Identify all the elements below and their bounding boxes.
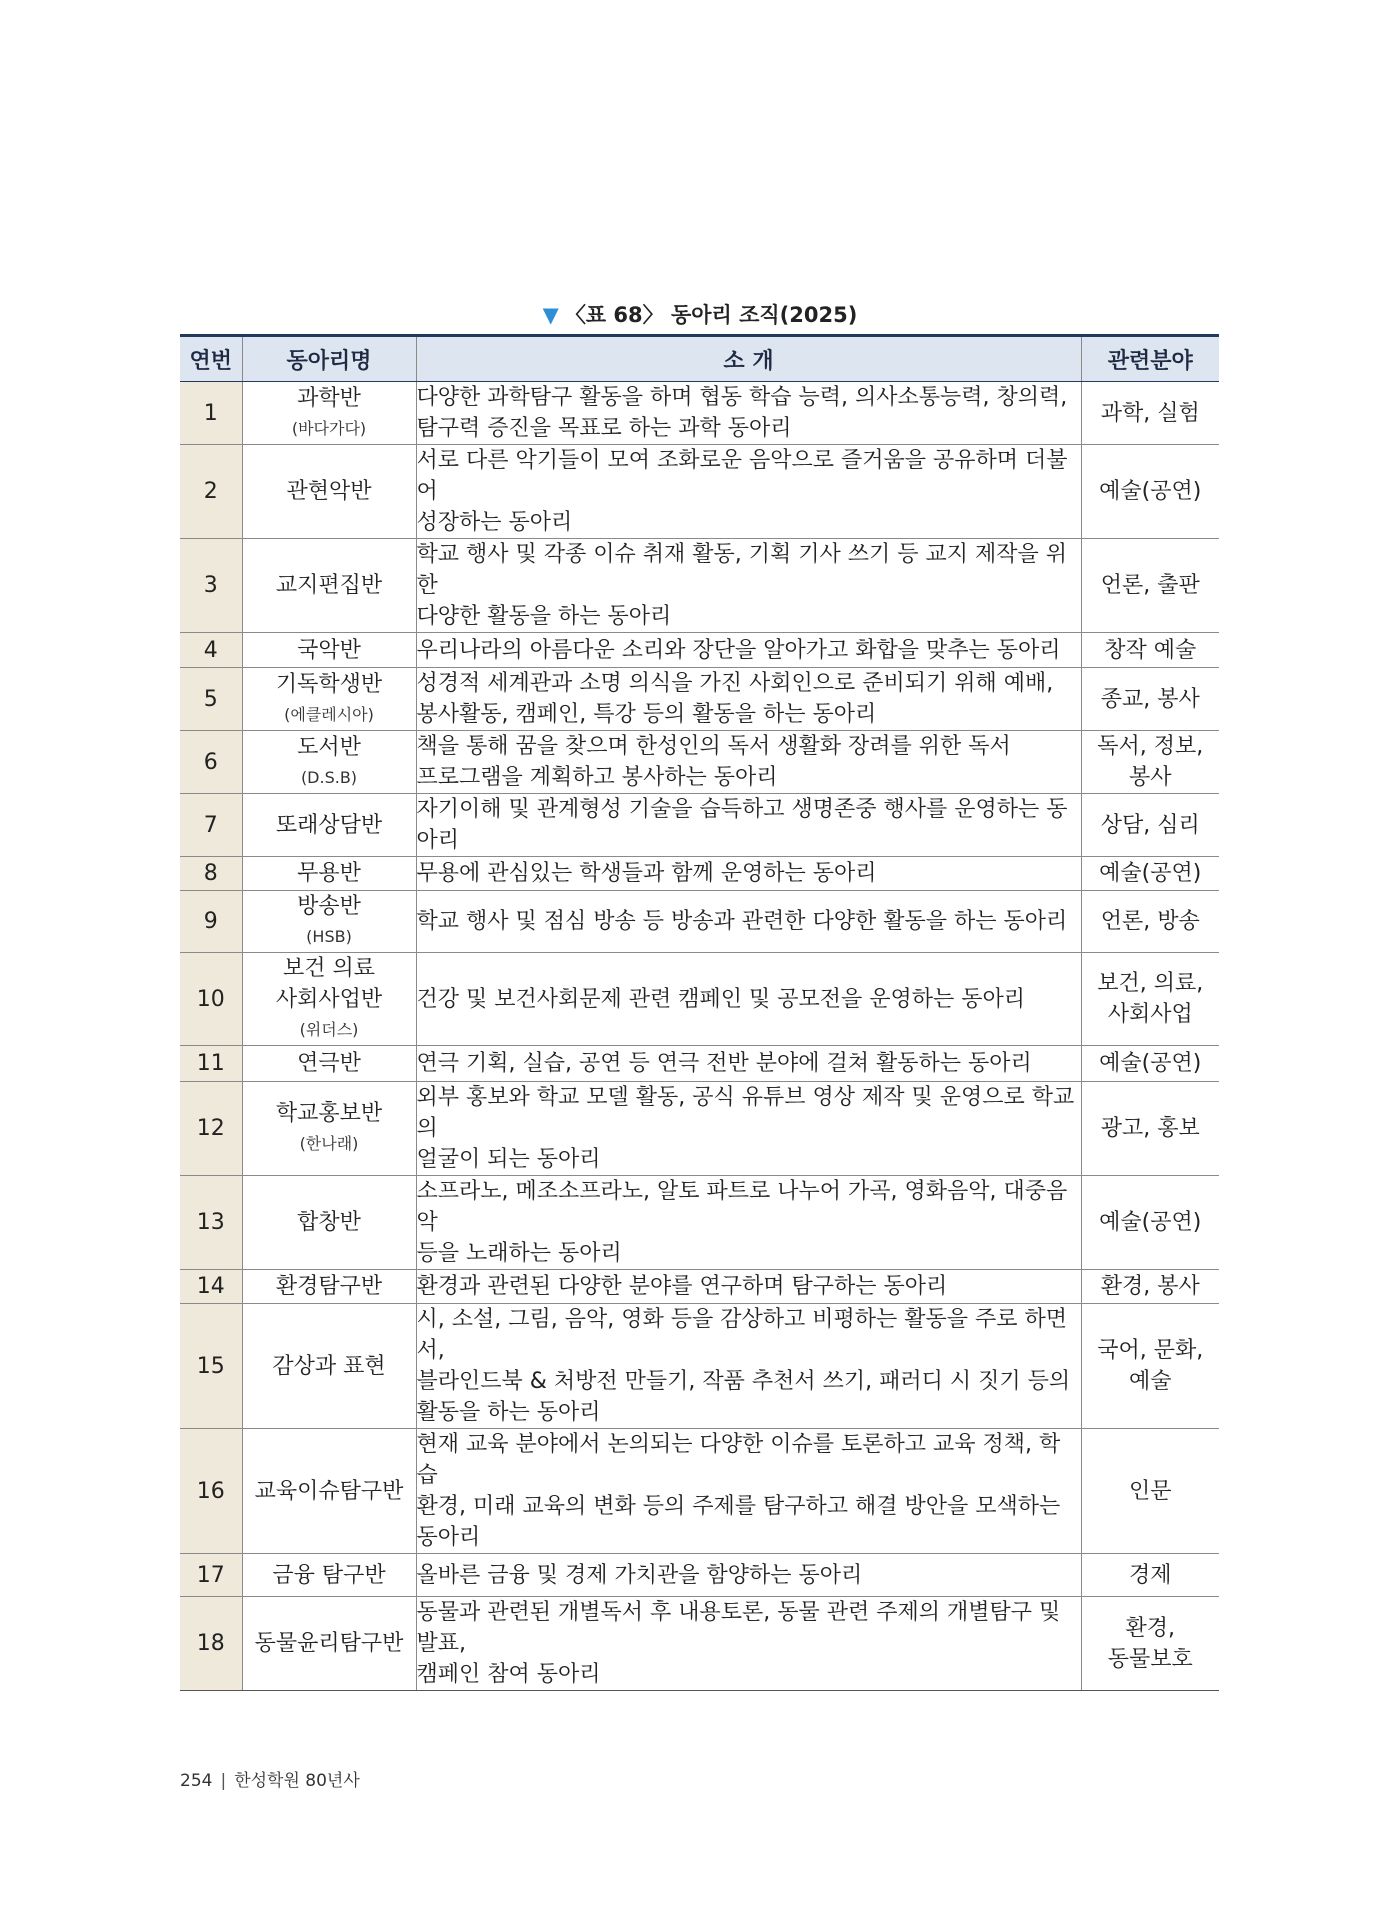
club-name-line: 동물윤리탐구반 — [254, 1631, 404, 1656]
club-name-line: 금융 탐구반 — [272, 1562, 386, 1588]
club-description — [416, 953, 1081, 1046]
club-name-line: 감상과 표현 — [272, 1353, 386, 1379]
column-header-no: 연번 — [180, 336, 242, 382]
club-name-line: 방송반 — [297, 894, 361, 919]
club-name-line: 보건 의료 — [282, 956, 375, 981]
row-number: 6 — [180, 731, 242, 794]
field-line: 예술(공연) — [1099, 861, 1202, 886]
club-name — [242, 1597, 416, 1691]
club-name-line: 국악반 — [297, 637, 361, 663]
table-row — [180, 668, 1219, 731]
row-number: 5 — [180, 668, 242, 731]
club-name — [242, 382, 416, 445]
related-field — [1081, 445, 1219, 539]
club-nickname: (HSB) — [306, 927, 352, 946]
related-field — [1081, 891, 1219, 953]
club-description — [416, 1304, 1081, 1429]
table-row — [180, 891, 1219, 953]
field-line: 인문 — [1128, 1478, 1172, 1504]
club-description — [416, 445, 1081, 539]
club-name — [242, 1082, 416, 1176]
field-line: 예술 — [1128, 1369, 1172, 1394]
club-description — [416, 1429, 1081, 1554]
description-line: 봉사활동, 캠페인, 특강 등의 활동을 하는 동아리 — [416, 702, 877, 727]
club-name-line: 연극반 — [297, 1051, 361, 1076]
related-field — [1081, 539, 1219, 633]
field-line: 언론, 방송 — [1100, 909, 1200, 934]
table-header-row — [180, 336, 1219, 382]
field-line: 상담, 심리 — [1100, 812, 1200, 838]
description-line: 등을 노래하는 동아리 — [416, 1241, 622, 1266]
club-description — [416, 633, 1081, 668]
table-row — [180, 1597, 1219, 1691]
column-header-desc: 소 개 — [416, 336, 1081, 382]
row-number: 10 — [180, 953, 242, 1046]
row-number: 17 — [180, 1554, 242, 1597]
club-description — [416, 794, 1081, 857]
row-number: 4 — [180, 633, 242, 668]
club-name-line: 관현악반 — [286, 479, 372, 504]
club-name-line: 또래상담반 — [275, 812, 383, 838]
triangle-down-icon: ▼ — [542, 303, 559, 327]
description-line: 무용에 관심있는 학생들과 함께 운영하는 동아리 — [416, 861, 877, 886]
row-number: 18 — [180, 1597, 242, 1691]
club-description — [416, 668, 1081, 731]
field-line: 환경, — [1125, 1615, 1175, 1641]
column-header-name: 동아리명 — [242, 336, 416, 382]
field-line: 과학, 실험 — [1100, 400, 1200, 426]
club-name — [242, 1046, 416, 1082]
club-description — [416, 857, 1081, 891]
club-name-line: 도서반 — [297, 734, 361, 760]
table-row — [180, 857, 1219, 891]
related-field — [1081, 857, 1219, 891]
related-field — [1081, 1429, 1219, 1554]
table-row — [180, 633, 1219, 668]
club-name — [242, 1270, 416, 1304]
club-description — [416, 1082, 1081, 1176]
related-field — [1081, 1082, 1219, 1176]
page-footer — [180, 1769, 360, 1793]
row-number: 1 — [180, 382, 242, 445]
related-field — [1081, 382, 1219, 445]
row-number: 8 — [180, 857, 242, 891]
club-description — [416, 1270, 1081, 1304]
field-line: 종교, 봉사 — [1100, 686, 1200, 712]
related-field — [1081, 1304, 1219, 1429]
related-field — [1081, 794, 1219, 857]
club-name — [242, 857, 416, 891]
row-number: 15 — [180, 1304, 242, 1429]
field-line: 예술(공연) — [1099, 479, 1202, 504]
field-line: 봉사 — [1128, 765, 1172, 790]
field-line: 경제 — [1128, 1562, 1172, 1588]
club-description — [416, 539, 1081, 633]
field-line: 예술(공연) — [1099, 1210, 1202, 1235]
description-line: 자기이해 및 관계형성 기술을 습득하고 생명존중 행사를 운영하는 동아리 — [416, 797, 1068, 853]
club-name — [242, 1554, 416, 1597]
club-name-line: 사회사업반 — [275, 987, 383, 1012]
row-number: 13 — [180, 1176, 242, 1270]
related-field — [1081, 1046, 1219, 1082]
table-row — [180, 1176, 1219, 1270]
description-line: 연극 기획, 실습, 공연 등 연극 전반 분야에 걸쳐 활동하는 동아리 — [416, 1051, 1032, 1076]
table-row — [180, 953, 1219, 1046]
related-field — [1081, 1597, 1219, 1691]
description-line: 탐구력 증진을 목표로 하는 과학 동아리 — [416, 416, 792, 441]
club-name — [242, 891, 416, 953]
club-table — [180, 334, 1219, 1691]
table-row — [180, 731, 1219, 794]
row-number: 2 — [180, 445, 242, 539]
field-line: 국어, 문화, — [1097, 1338, 1204, 1363]
related-field — [1081, 1270, 1219, 1304]
description-line: 우리나라의 아름다운 소리와 장단을 알아가고 화합을 맞추는 동아리 — [416, 637, 1061, 663]
description-line: 활동을 하는 동아리 — [416, 1400, 601, 1425]
description-line: 현재 교육 분야에서 논의되는 다양한 이슈를 토론하고 교육 정책, 학습 — [416, 1432, 1061, 1488]
table-row — [180, 1082, 1219, 1176]
club-name — [242, 445, 416, 539]
club-name — [242, 731, 416, 794]
field-line: 창작 예술 — [1104, 637, 1197, 663]
field-line: 예술(공연) — [1099, 1051, 1202, 1076]
table-row — [180, 445, 1219, 539]
description-line: 학교 행사 및 각종 이슈 취재 활동, 기획 기사 쓰기 등 교지 제작을 위한 — [416, 542, 1067, 598]
club-name-line: 학교홍보반 — [275, 1101, 383, 1126]
row-number: 3 — [180, 539, 242, 633]
row-number: 14 — [180, 1270, 242, 1304]
club-name — [242, 539, 416, 633]
field-line: 사회사업 — [1107, 1002, 1193, 1027]
club-name — [242, 633, 416, 668]
description-line: 다양한 과학탐구 활동을 하며 협동 학습 능력, 의사소통능력, 창의력, — [416, 385, 1068, 410]
club-description — [416, 1046, 1081, 1082]
club-description — [416, 731, 1081, 794]
table-row — [180, 539, 1219, 633]
club-name — [242, 1176, 416, 1270]
club-description — [416, 382, 1081, 445]
row-number: 11 — [180, 1046, 242, 1082]
club-name — [242, 953, 416, 1046]
field-line: 언론, 출판 — [1100, 573, 1200, 598]
description-line: 다양한 활동을 하는 동아리 — [416, 604, 672, 629]
row-number: 7 — [180, 794, 242, 857]
description-line: 얼굴이 되는 동아리 — [416, 1147, 601, 1172]
club-nickname: (위더스) — [299, 1020, 359, 1039]
club-name — [242, 668, 416, 731]
description-line: 캠페인 참여 동아리 — [416, 1662, 601, 1687]
table-row — [180, 382, 1219, 445]
club-nickname: (한나래) — [299, 1134, 359, 1153]
club-description — [416, 1176, 1081, 1270]
description-line: 소프라노, 메조소프라노, 알토 파트로 나누어 가곡, 영화음악, 대중음악 — [416, 1179, 1068, 1235]
description-line: 성경적 세계관과 소명 의식을 가진 사회인으로 준비되기 위해 예배, — [416, 671, 1054, 696]
table-row — [180, 1304, 1219, 1429]
description-line: 동물과 관련된 개별독서 후 내용토론, 동물 관련 주제의 개별탐구 및 발표, — [416, 1600, 1061, 1656]
table-row — [180, 1046, 1219, 1082]
related-field — [1081, 953, 1219, 1046]
table-caption — [180, 300, 1220, 330]
field-line: 보건, 의료, — [1097, 971, 1204, 996]
related-field — [1081, 1554, 1219, 1597]
description-line: 프로그램을 계획하고 봉사하는 동아리 — [416, 765, 778, 790]
field-line: 독서, 정보, — [1097, 734, 1204, 759]
caption-text: 〈표 68〉 동아리 조직(2025) — [564, 303, 858, 327]
table-row — [180, 1554, 1219, 1597]
page-number: 254 — [180, 1771, 213, 1791]
description-line: 건강 및 보건사회문제 관련 캠페인 및 공모전을 운영하는 동아리 — [416, 986, 1025, 1012]
related-field — [1081, 731, 1219, 794]
table-row — [180, 1429, 1219, 1554]
row-number: 16 — [180, 1429, 242, 1554]
field-line: 환경, 봉사 — [1100, 1274, 1200, 1299]
row-number: 12 — [180, 1082, 242, 1176]
club-name-line: 환경탐구반 — [275, 1274, 383, 1299]
club-nickname: (D.S.B) — [300, 767, 358, 787]
club-description — [416, 891, 1081, 953]
description-line: 외부 홍보와 학교 모델 활동, 공식 유튜브 영상 제작 및 운영으로 학교의 — [416, 1085, 1075, 1141]
club-nickname: (에클레시아) — [284, 704, 374, 724]
description-line: 올바른 금융 및 경제 가치관을 함양하는 동아리 — [416, 1562, 863, 1588]
club-name-line: 교지편집반 — [275, 573, 383, 598]
description-line: 책을 통해 꿈을 찾으며 한성인의 독서 생활화 장려를 위한 독서 — [416, 734, 1011, 759]
description-line: 성장하는 동아리 — [416, 510, 573, 535]
description-line: 블라인드북 & 처방전 만들기, 작품 추천서 쓰기, 패러디 시 짓기 등의 — [416, 1369, 1071, 1394]
club-nickname: (바다가다) — [291, 418, 367, 438]
description-line: 환경, 미래 교육의 변화 등의 주제를 탐구하고 해결 방안을 모색하는 동아리 — [416, 1494, 1061, 1550]
footer-divider: | — [220, 1771, 227, 1791]
description-line: 학교 행사 및 점심 방송 등 방송과 관련한 다양한 활동을 하는 동아리 — [416, 909, 1068, 934]
description-line: 서로 다른 악기들이 모여 조화로운 음악으로 즐거움을 공유하며 더불어 — [416, 448, 1068, 504]
related-field — [1081, 633, 1219, 668]
club-name-line: 무용반 — [297, 861, 361, 886]
description-line: 시, 소설, 그림, 음악, 영화 등을 감상하고 비평하는 활동을 주로 하면서, — [416, 1307, 1067, 1363]
book-title: 한성학원 80년사 — [234, 1771, 360, 1791]
table-row — [180, 1270, 1219, 1304]
club-name — [242, 1429, 416, 1554]
description-line: 환경과 관련된 다양한 분야를 연구하며 탐구하는 동아리 — [416, 1274, 948, 1299]
field-line: 광고, 홍보 — [1100, 1116, 1200, 1141]
club-name-line: 과학반 — [297, 385, 361, 411]
club-description — [416, 1597, 1081, 1691]
related-field — [1081, 668, 1219, 731]
related-field — [1081, 1176, 1219, 1270]
row-number: 9 — [180, 891, 242, 953]
column-header-field: 관련분야 — [1081, 336, 1219, 382]
table-body — [180, 382, 1219, 1691]
club-description — [416, 1554, 1081, 1597]
club-name-line: 합창반 — [297, 1210, 361, 1235]
table-row — [180, 794, 1219, 857]
club-name — [242, 1304, 416, 1429]
club-name-line: 기독학생반 — [275, 671, 383, 697]
field-line: 동물보호 — [1107, 1646, 1193, 1672]
club-name — [242, 794, 416, 857]
club-name-line: 교육이슈탐구반 — [254, 1478, 404, 1504]
